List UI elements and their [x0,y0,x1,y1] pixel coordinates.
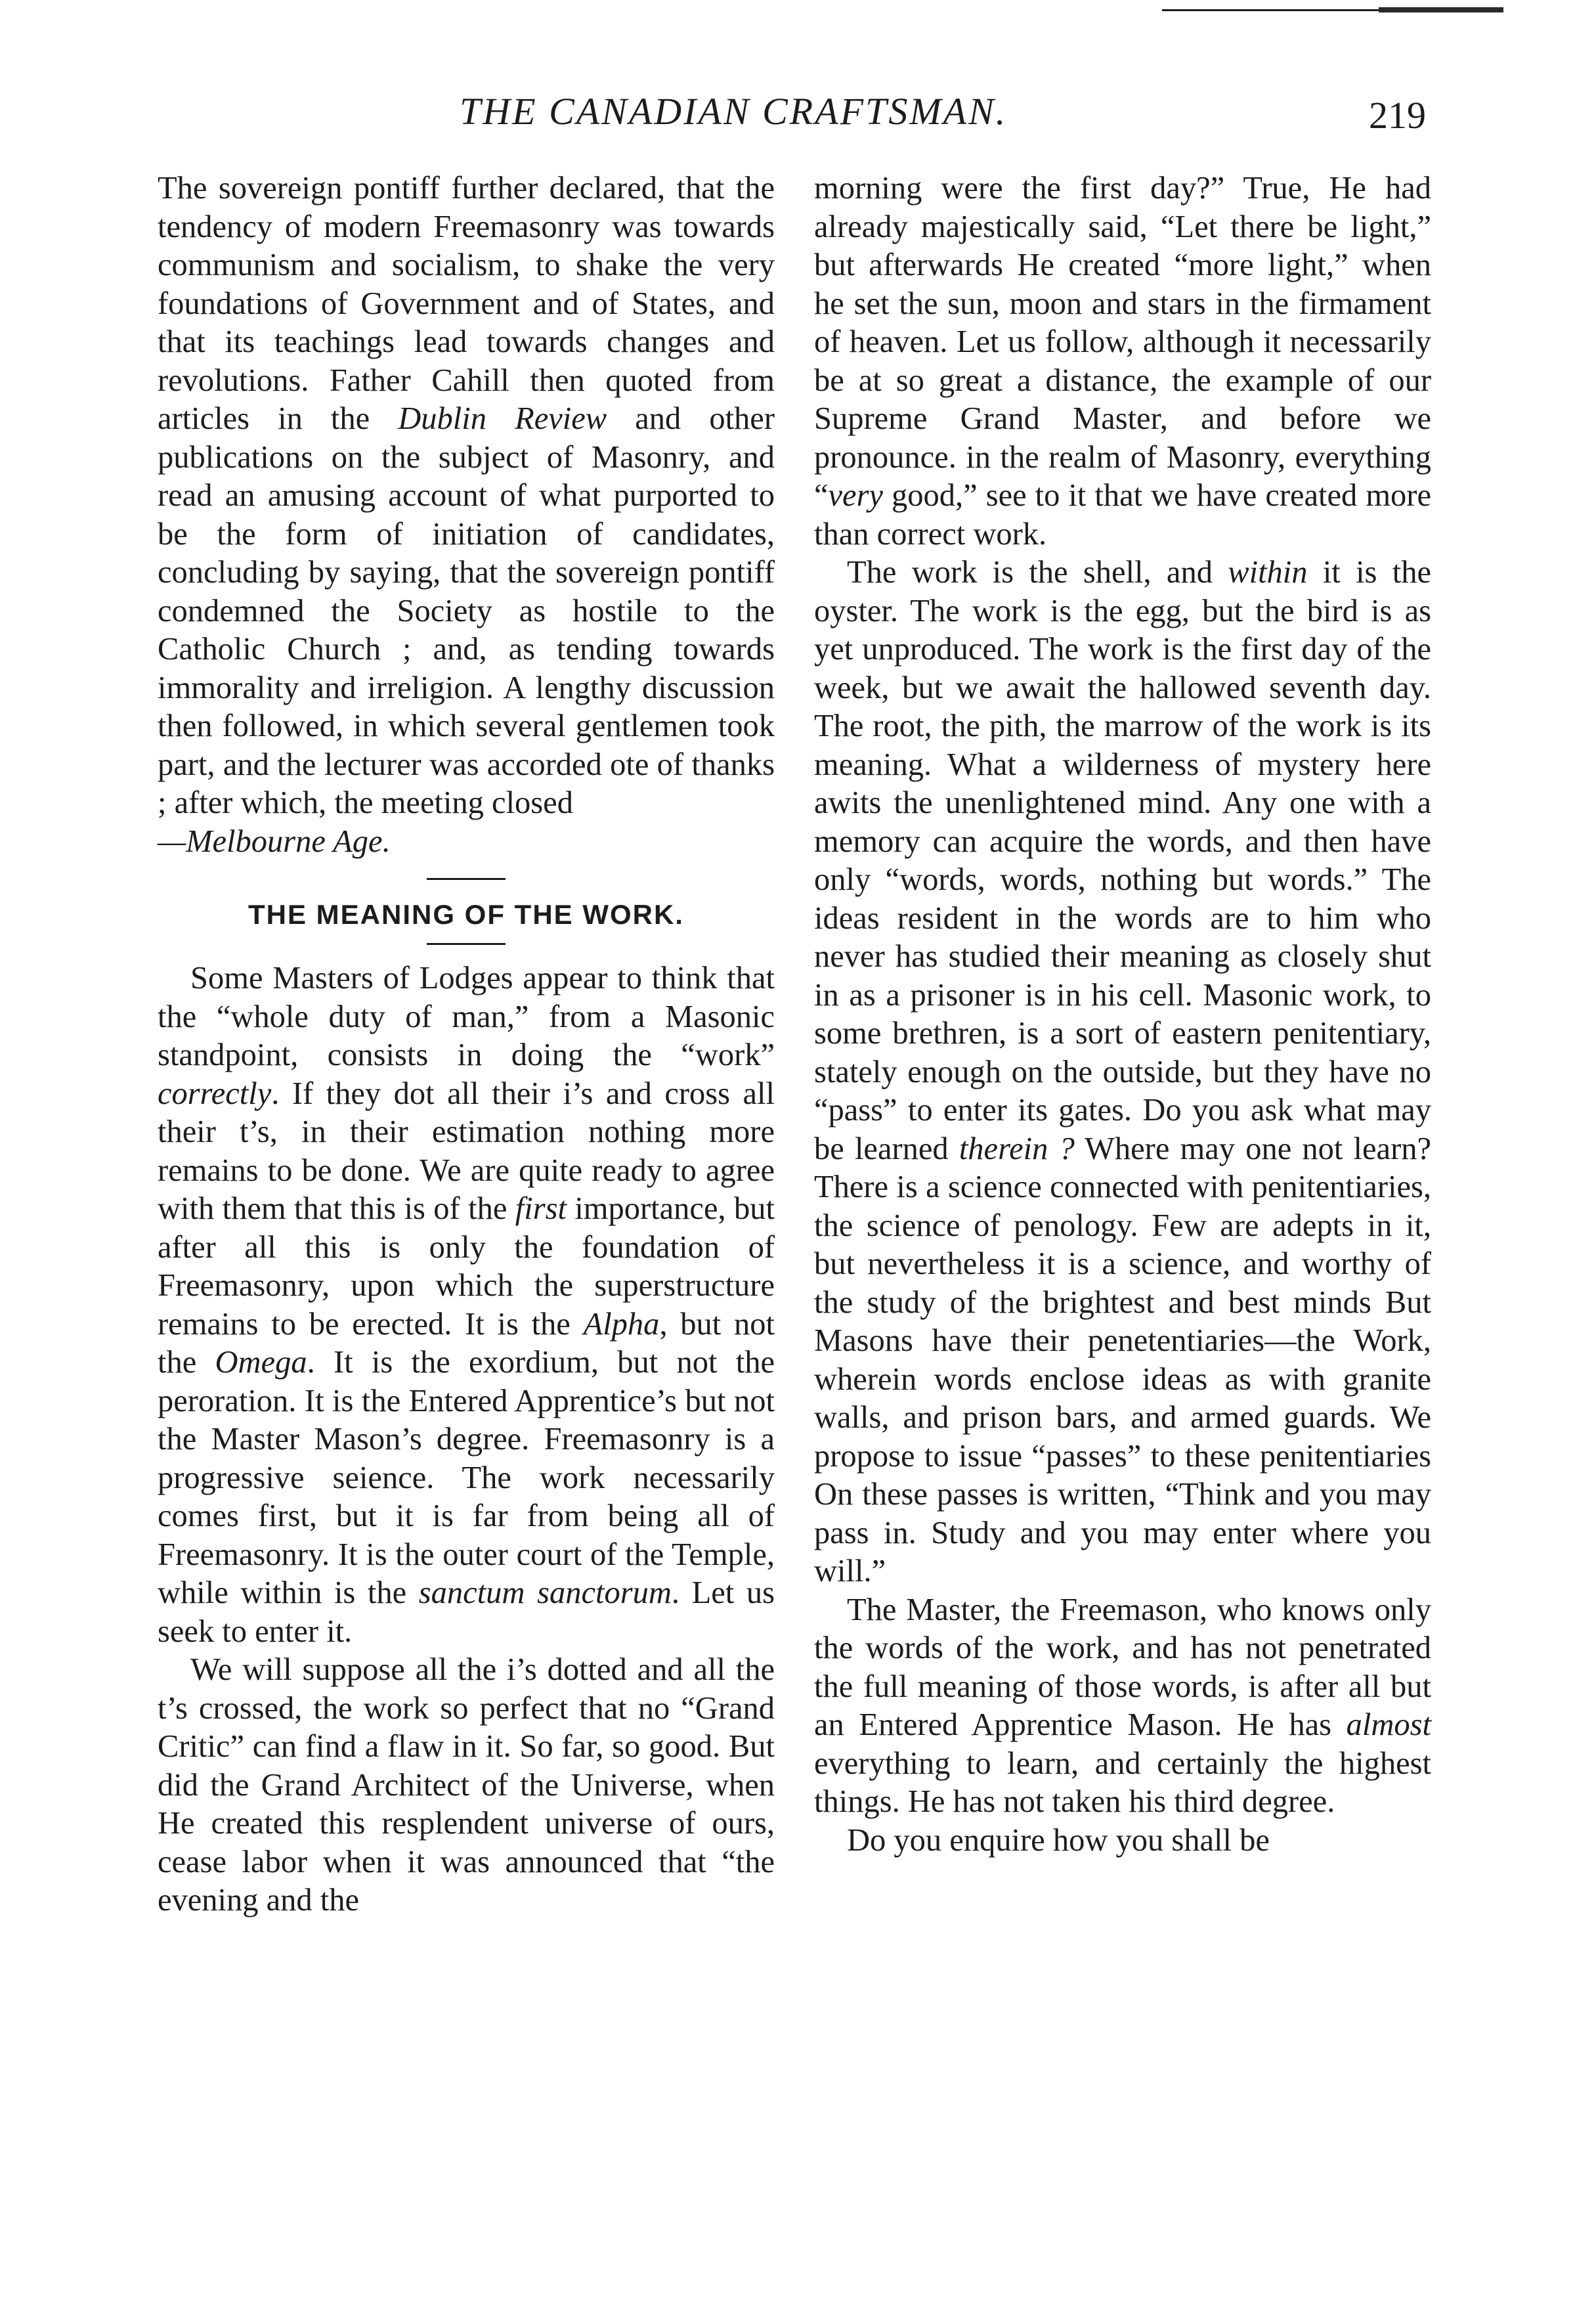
article-title: THE MEANING OF THE WORK. [248,899,684,930]
paragraph-continued: The sovereign pontiff further declared, that the tendency of modern Freemasonry was towards communism and socialism, to shake the very foundations of Government and of States, and that its teachings lead towards changes and revolutions. Father Cahill then quoted from articles in the Dublin Review and other publications on the subject of Masonry, and read an amusing account of what purported to be the form of initiation of candidates, concluding by saying, that the sovereign pontiff condemned the Society as hostile to the Catholic Church ; and, as tending towards immorality and irreligion. A lengthy discussion then followed, in which several gentlemen took part, and the lecturer was accorded ote of thanks ; after which, the meeting closed [158,171,775,820]
paragraph: Do you enquire how you shall be [847,1822,1270,1858]
left-column [158,169,775,1920]
paragraph: The work is the shell, and within it is the oyster. The work is the egg, but the bird is as yet unproduced. The work is the first day of the week, but we await the hallowed seventh day. The root, the pith, the marrow of the work is its meaning. What a wilderness of mystery here awits the unenlightened mind. Any one with a memory can acquire the words, and then have only “words, words, nothing but words.” The ideas resident in the words are to him who never has studied their meaning as closely shut in as a prisoner is in his cell. Masonic work, to some brethren, is a sort of eastern penitentiary, stately enough on the outside, but they have no “pass” to enter its gates. Do you ask what may be learned therein ? Where may one not learn? There is a science connected with penitentiaries, the science of penology. Few are adepts in it, but nevertheless it is a science, and worthy of the study of the brightest and best minds But Masons have their penetentiaries—the Work, wherein words enclose ideas as with granite walls, and prison bars, and armed guards. We propose to issue “passes” to these penitentiaries On these passes is written, “Think and you may pass in. Study and you may enter where you will.” [814,555,1431,1589]
right-column [814,169,1431,1860]
paragraph: Some Masters of Lodges appear to think that the “whole duty of man,” from a Masonic standpoint, consists in doing the “work” correctly. If they dot all their i’s and cross all their t’s, in their estimation nothing more remains to be done. We are quite ready to agree with them that this is of the first importance, but after all this is only the foundation of Freemasonry, upon which the superstructure remains to be erected. It is the Alpha, but not the Omega. It is the exordium, but not the peroration. It is the Entered Apprentice’s but not the Master Mason’s degree. Freemasonry is a progressive seience. The work necessarily comes first, but it is far from being all of Freemasonry. It is the outer court of the Temple, while within is the sanctum sanctorum. Let us seek to enter it. [158,961,775,1649]
source-credit: —Melbourne Age. [158,823,391,859]
paragraph: The Master, the Freemason, who knows only the words of the work, and has not penetrated the full meaning of those words, is after all but an Entered Apprentice Mason. He has almost everything to learn, and certainly the highest things. He has not taken his third degree. [814,1592,1431,1819]
section-divider [427,943,506,945]
paragraph-continued: morning were the first day?” True, He had already majestically said, “Let there be light,” but afterwards He created “more light,” when he set the sun, moon and stars in the firmament of heaven. Let us follow, although it necessarily be at so great a distance, the example of our Supreme Grand Master, and before we pronounce. in the realm of Masonry, everything “very good,” see to it that we have created more than correct work. [814,171,1431,552]
section-divider [427,878,506,880]
paragraph: We will suppose all the i’s dotted and all the t’s crossed, the work so perfect that no “Grand Critic” can find a flaw in it. So far, so good. But did the Grand Architect of the Universe, when He created this resplendent universe of ours, cease labor when it was announced that “the evening and the [158,1652,775,1918]
running-title: THE CANADIAN CRAFTSMAN. [460,90,1008,133]
top-edge-rule-thick [1379,7,1503,12]
page-number: 219 [1369,94,1426,137]
